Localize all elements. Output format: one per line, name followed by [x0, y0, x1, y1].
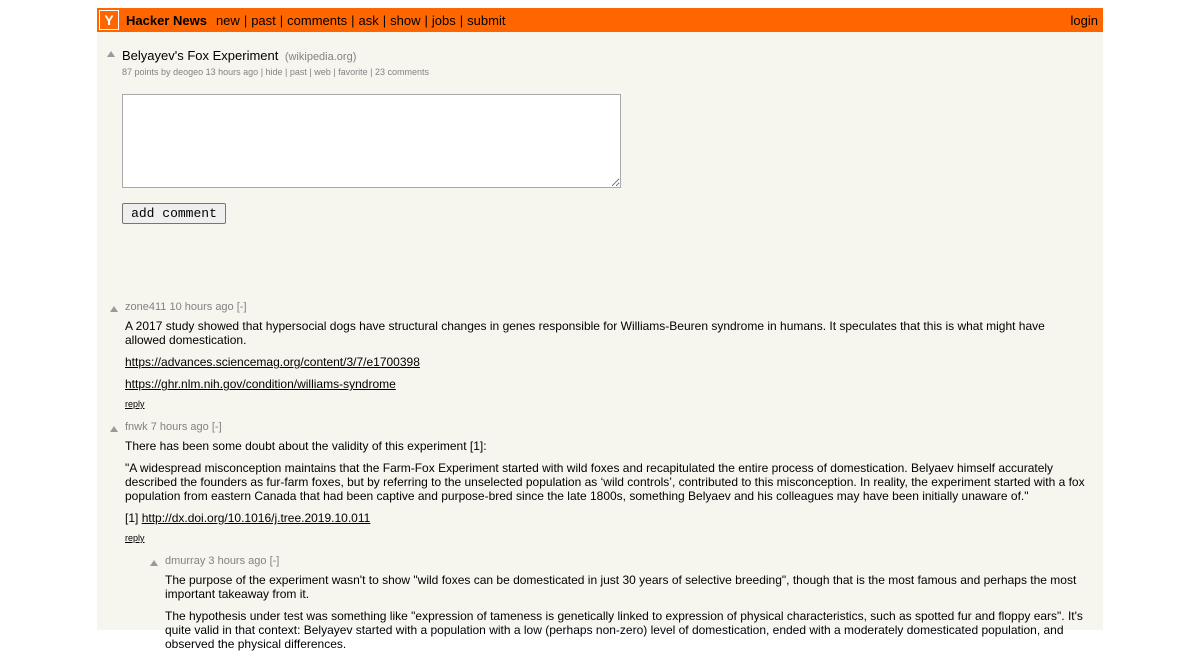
comment-paragraph: The hypothesis under test was something like "expression of tameness is genetically linked to expression of physical characteristics, such as spotted fur and floppy ears". It's quite valid in that context: Belyayev started with a population with a low (perhaps non-zero) level of domestication, ended with a moderately domesticated population, and observed the physical differences.	[165, 609, 1083, 651]
comment-body	[125, 319, 1075, 399]
story-subtext: 87 points by deogeo 13 hours ago | hide | past | web | favorite | 23 comments	[122, 67, 429, 77]
story-points: 87 points	[122, 67, 159, 77]
comment-paragraph: A 2017 study showed that hypersocial dogs have structural changes in genes responsible for Williams-Beuren syndrome in humans. It speculates that this is what might have allowed domestication.	[125, 319, 1045, 347]
upvote-arrow-icon[interactable]	[110, 306, 118, 312]
comment-header	[125, 421, 222, 433]
nav-past[interactable]: past	[251, 12, 276, 28]
nav-separator: |	[279, 12, 284, 28]
comment-header	[165, 555, 279, 567]
story-author-link[interactable]: deogeo	[173, 67, 204, 77]
story-hide-link[interactable]: hide	[265, 67, 283, 77]
comment-paragraph: "A widespread misconception maintains that the Farm-Fox Experiment started with wild foxes and recapitulated the entire process of domestication. Belyaev himself accurately described the founders as fur-farm foxes, but by referring to the unselected population as ‘wild controls’, contributed to this misconception. In reality, the experiment started with a fox population from eastern Canada that had been captive and purpose-bred since the late 1800s, something Belyaev and his colleagues may have been initially unaware of."	[125, 461, 1085, 503]
nav-jobs[interactable]: jobs	[431, 12, 456, 28]
comment-age-link[interactable]: 7 hours ago	[150, 421, 209, 433]
reply-link[interactable]: reply	[125, 399, 145, 409]
upvote-arrow-icon[interactable]	[150, 560, 158, 566]
story-web-link[interactable]: web	[314, 67, 331, 77]
comment-link[interactable]: https://advances.sciencemag.org/content/3/7/e1700398	[125, 355, 420, 369]
upvote-arrow-icon[interactable]	[107, 51, 115, 57]
nav-separator: |	[351, 12, 355, 28]
story-title-link[interactable]: Belyayev's Fox Experiment	[122, 48, 279, 63]
nav-separator: |	[243, 12, 248, 28]
site-name-link[interactable]: Hacker News	[126, 12, 207, 28]
story-age-link[interactable]: 13 hours ago	[205, 67, 259, 77]
comment-textarea[interactable]	[122, 94, 621, 188]
nav-show[interactable]: show	[390, 12, 421, 28]
add-comment-button[interactable]: add comment	[122, 203, 226, 224]
nav-separator: |	[424, 12, 428, 28]
comment-collapse-toggle[interactable]: [-]	[269, 555, 280, 567]
comment-link[interactable]: http://dx.doi.org/10.1016/j.tree.2019.10.011	[141, 511, 371, 525]
login-link[interactable]: login	[1070, 12, 1098, 28]
story-comments-link[interactable]: 23 comments	[374, 67, 429, 77]
comment-author-link[interactable]: zone411	[125, 301, 167, 313]
comment-body	[165, 573, 1099, 659]
top-bar	[97, 8, 1103, 32]
story-domain[interactable]: (wikipedia.org)	[284, 51, 357, 63]
comment-age-link[interactable]: 3 hours ago	[208, 555, 267, 567]
comment-author-link[interactable]: fnwk	[125, 421, 148, 433]
reference-prefix: [1]	[125, 511, 139, 525]
comment-collapse-toggle[interactable]: [-]	[211, 421, 222, 433]
upvote-arrow-icon[interactable]	[110, 426, 118, 432]
story-title-line	[122, 47, 356, 65]
story-by-label: by	[161, 67, 171, 77]
comment-body	[125, 439, 1101, 533]
nav-separator: |	[382, 12, 387, 28]
comment-author-link[interactable]: dmurray	[165, 555, 206, 567]
nav-separator: |	[459, 12, 464, 28]
comment-paragraph: There has been some doubt about the validity of this experiment [1]:	[125, 439, 487, 453]
logo-icon[interactable]: Y	[99, 10, 119, 30]
page	[97, 8, 1103, 651]
comment-collapse-toggle[interactable]: [-]	[236, 301, 247, 313]
reply-link[interactable]: reply	[125, 533, 145, 543]
nav-ask[interactable]: ask	[358, 12, 379, 28]
comment-header	[125, 301, 247, 313]
comment-age-link[interactable]: 10 hours ago	[169, 301, 234, 313]
comment-paragraph: The purpose of the experiment wasn't to show "wild foxes can be domesticated in just 30 years of selective breeding", though that is the most famous and perhaps the most important takeaway from it.	[165, 573, 1077, 601]
story-past-link[interactable]: past	[289, 67, 307, 77]
nav-comments[interactable]: comments	[287, 12, 348, 28]
nav-new[interactable]: new	[215, 12, 240, 28]
story-favorite-link[interactable]: favorite	[338, 67, 368, 77]
comment-link[interactable]: https://ghr.nlm.nih.gov/condition/williams-syndrome	[125, 377, 396, 391]
nav-submit[interactable]: submit	[467, 12, 506, 28]
